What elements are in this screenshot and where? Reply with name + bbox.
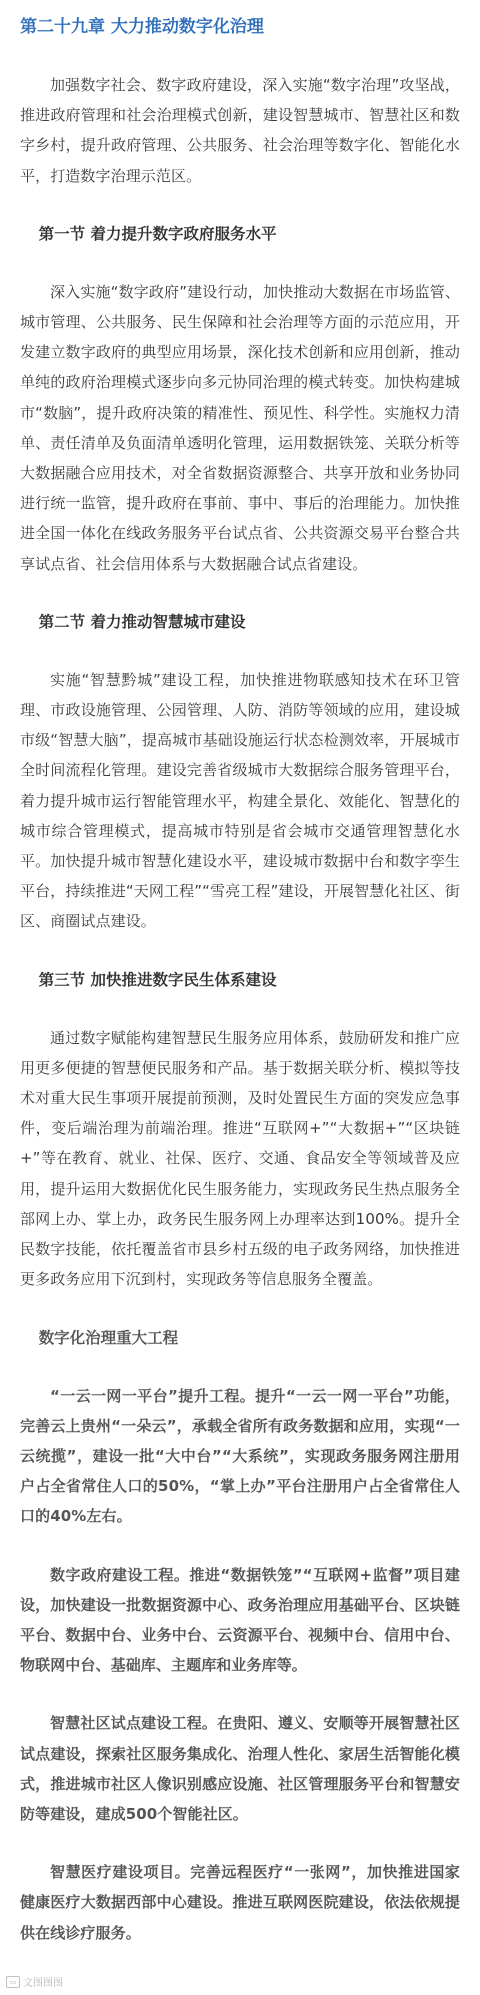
watermark-text: 文图图图 xyxy=(23,1978,63,1989)
projects-title: 数字化治理重大工程 xyxy=(38,1328,179,1347)
section-3-title: 第三节 加快推进数字民生体系建设 xyxy=(38,970,277,989)
chapter-intro: 加强数字社会、数字政府建设，深入实施“数字治理”攻坚战，推进政府管理和社会治理模式创新，建设智慧城市、智慧社区和数字乡村，提升政府管理、公共服务、社会治理等数字化、智能化水平，打造数字治理示范区。 xyxy=(20,76,460,185)
section-1-body: 深入实施“数字政府”建设行动，加快推动大数据在市场监管、城市管理、公共服务、民生保障和社会治理等方面的示范应用，开发建立数字政府的典型应用场景，深化技术创新和应用创新，推动单纯的政府治理模式逐步向多元协同治理的模式转变。加快构建城市“数脑”，提升政府决策的精准性、预见性、科学性。实施权力清单、责任清单及负面清单透明化管理，运用数据铁笼、关联分析等大数据融合应用技术，对全省数据资源整合、共享开放和业务协同进行统一监管，提升政府在事前、事中、事后的治理能力。加快推进全国一体化在线政务服务平台试点省、公共资源交易平台整合共享试点省、社会信用体系与大数据融合试点省建设。 xyxy=(20,282,460,573)
spacer xyxy=(20,191,460,219)
project-item-1: “一云一网一平台”提升工程。提升“一云一网一平台”功能，完善云上贵州“一朵云”，承载全省所有政务数据和应用，实现“一云统揽”，建设一批“大中台”“大系统”，实现政务服务网注册用户占全省常住人口的50%，“掌上办”平台注册用户占全省常住人口的40%左右。 xyxy=(20,1386,460,1526)
project-item-3: 智慧社区试点建设工程。在贵阳、遵义、安顺等开展智慧社区试点建设，探索社区服务集成化、治理人性化、家居生活智能化模式，推进城市社区人像识别感应设施、社区管理服务平台和智慧安防等建设，建成500个智能社区。 xyxy=(20,1714,460,1823)
section-2-title: 第二节 着力推动智慧城市建设 xyxy=(38,612,246,631)
spacer xyxy=(20,249,460,277)
watermark xyxy=(6,1974,63,1989)
spacer xyxy=(20,1829,460,1857)
spacer xyxy=(20,579,460,607)
section-2-body: 实施“智慧黔城”建设工程，加快推进物联感知技术在环卫管理、市政设施管理、公园管理、人防、消防等领域的应用，建设城市级“智慧大脑”，提高城市基础设施运行状态检测效率，开展城市全时间流程化管理。建设完善省级城市大数据综合服务管理平台，着力提升城市运行智能管理水平，构建全景化、效能化、智慧化的城市综合管理模式，提高城市特别是省会城市交通管理智慧化水平。加快提升城市智慧化建设水平，建设城市数据中台和数字孪生平台，持续推进“天网工程”“雪亮工程”建设，开展智慧化社区、街区、商圈试点建设。 xyxy=(20,670,460,931)
spacer xyxy=(20,937,460,965)
project-item-2: 数字政府建设工程。推进“数据铁笼”“互联网+监督”项目建设，加快建设一批数据资源中心、政务治理应用基础平台、区块链平台、数据中台、业务中台、云资源平台、视频中台、信用中台、物联网中台、基础库、主题库和业务库等。 xyxy=(20,1565,460,1675)
section-3-body: 通过数字赋能构建智慧民生服务应用体系，鼓励研发和推广应用更多便捷的智慧便民服务和产品。基于数据关联分析、模拟等技术对重大民生事项开展提前预测，及时处置民生方面的突发应急事件，变后端治理为前端治理。推进“互联网+”“大数据+”“区块链+”等在教育、就业、社保、医疗、交通、食品安全等领域普及应用，提升运用大数据优化民生服务能力，实现政务民生热点服务全部网上办、掌上办，政务民生服务网上办理率达到100%。提升全民数字技能，依托覆盖省市县乡村五级的电子政务网络，加快推进更多政务应用下沉到村，实现政务等信息服务全覆盖。 xyxy=(20,1028,460,1289)
watermark-logo-icon: ▭ xyxy=(6,1976,20,1988)
spacer xyxy=(20,637,460,665)
spacer xyxy=(20,995,460,1023)
spacer xyxy=(20,1680,460,1708)
spacer xyxy=(20,1353,460,1381)
section-1-title: 第一节 着力提升数字政府服务水平 xyxy=(38,224,277,243)
spacer xyxy=(20,44,460,70)
chapter-title: 第二十九章 大力推动数字化治理 xyxy=(20,17,264,37)
spacer xyxy=(20,1532,460,1560)
project-item-4: 智慧医疗建设项目。完善远程医疗“一张网”，加快推进国家健康医疗大数据西部中心建设。推进互联网医院建设，依法依规提供在线诊疗服务。 xyxy=(20,1863,460,1942)
spacer xyxy=(20,1295,460,1323)
